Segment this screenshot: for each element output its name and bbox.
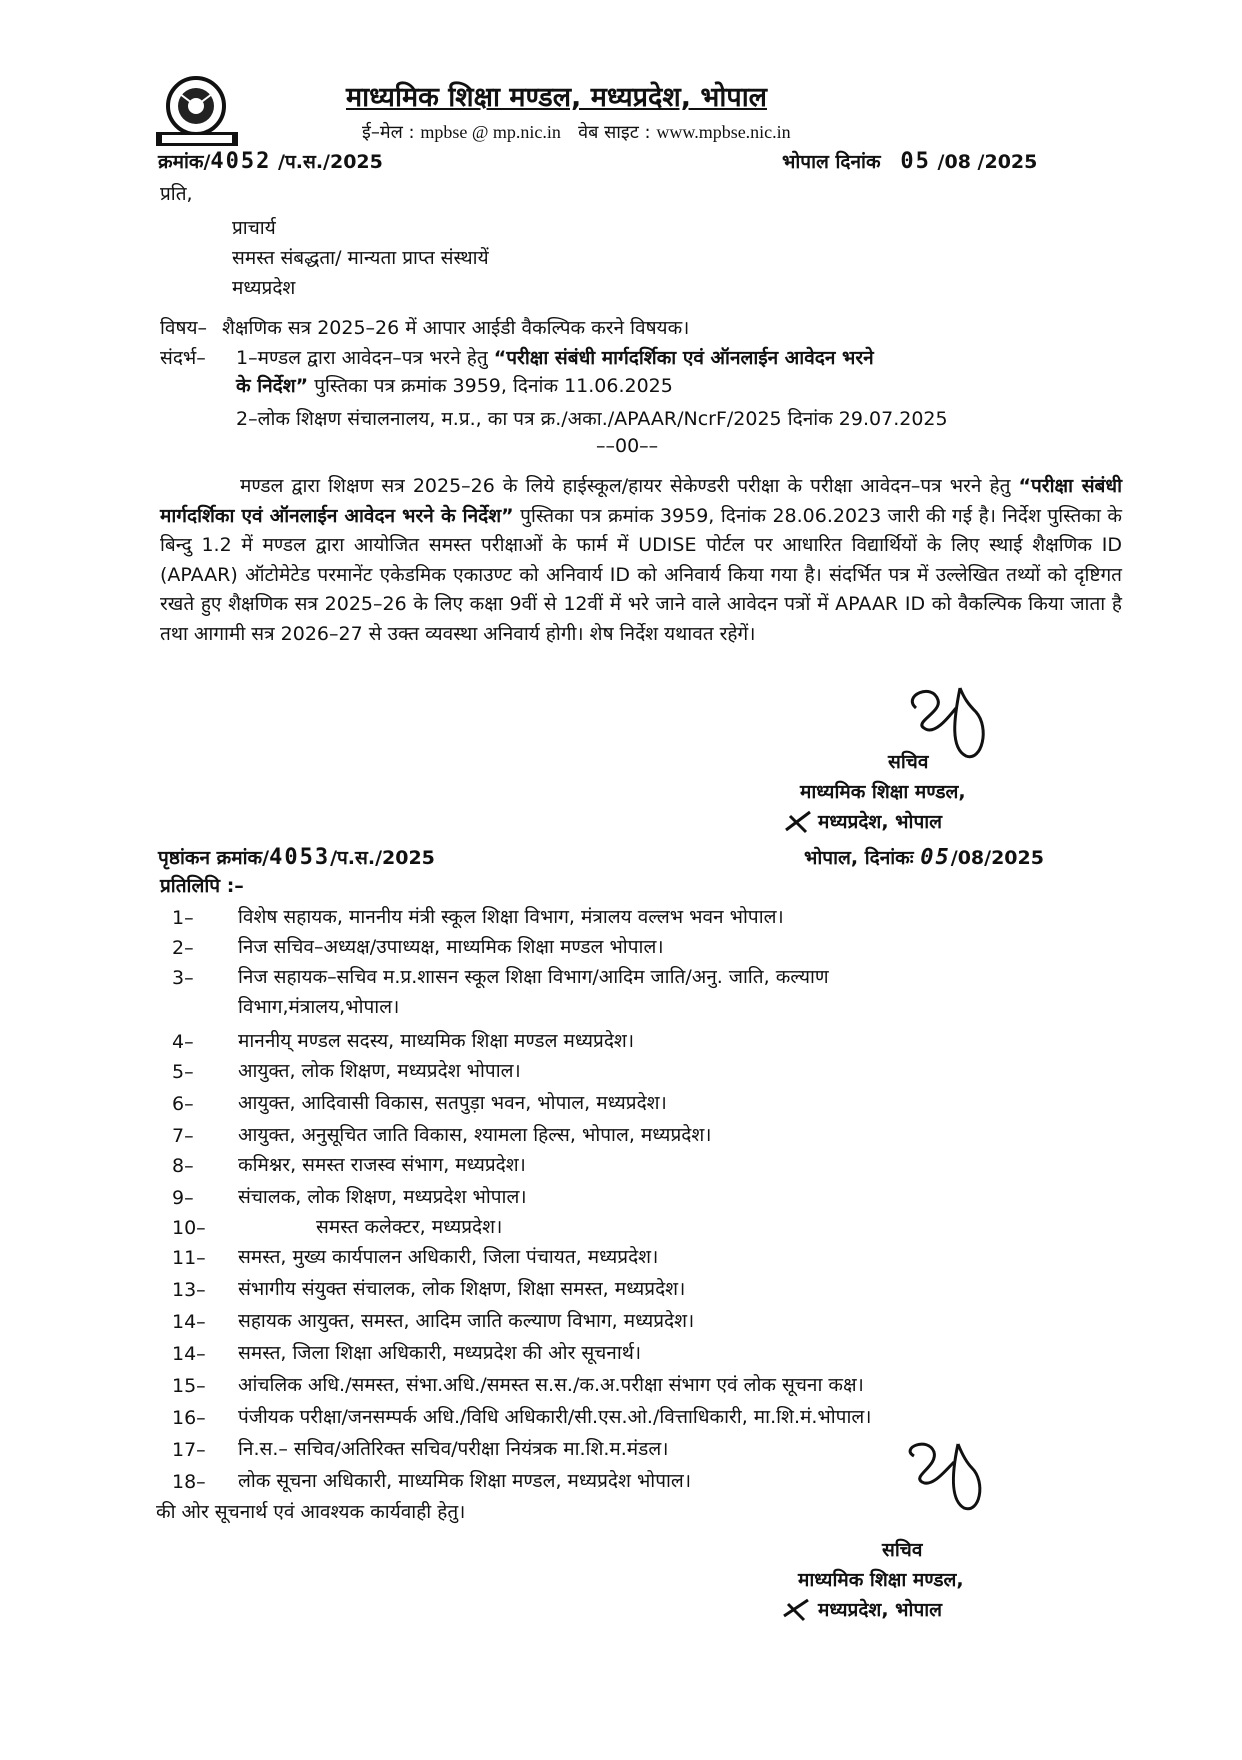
email-address: mpbse @ mp.nic.in xyxy=(420,122,561,142)
website-label: वेब साइट : xyxy=(578,122,651,143)
copy-label: प्रतिलिपि :– xyxy=(160,875,244,897)
date-rest: /08 /2025 xyxy=(937,151,1038,173)
endorsement-date-line xyxy=(804,844,1044,872)
signature-2-place: मध्यप्रदेश, भोपाल xyxy=(818,1599,943,1621)
reference-number-line: क्रमांक/4052 /प.स./2025 xyxy=(158,149,383,174)
initials-mark-2 xyxy=(782,1596,812,1622)
endorsement-date-day: 05 xyxy=(920,845,951,870)
endorsement-label: पृष्ठांकन क्रमांक xyxy=(158,847,263,869)
separator: ––00–– xyxy=(596,435,659,457)
recipient-line-3: मध्यप्रदेश xyxy=(232,277,296,299)
subject-label: विषय– xyxy=(160,317,207,339)
endorsement-date-rest: /08/2025 xyxy=(950,847,1044,869)
endorsement-suffix: /प.स./2025 xyxy=(330,847,435,869)
ref-number: 4052 xyxy=(210,149,272,174)
endorsement-date-label: भोपाल, दिनांकः xyxy=(804,847,914,869)
prati: प्रति, xyxy=(160,183,193,205)
reference-item-1: 1–मण्डल द्वारा आवेदन–पत्र भरने हेतु “परीक्षा संबंधी मार्गदर्शिका एवं ऑनलाईन आवेदन भरने xyxy=(236,347,874,369)
reference-label: संदर्भ– xyxy=(160,347,206,369)
letter-date-line xyxy=(782,148,1037,176)
endorsement-number: 4053 xyxy=(269,845,331,870)
endorsement-number-line: पृष्ठांकन क्रमांक/4053/प.स./2025 xyxy=(158,845,435,870)
date-label: भोपाल दिनांक xyxy=(782,151,881,173)
ref-label: क्रमांक xyxy=(158,151,204,173)
date-day: 05 xyxy=(900,149,931,174)
recipient-line-1: प्राचार्य xyxy=(232,217,276,239)
signature-2 xyxy=(894,1436,1004,1516)
body-paragraph: मण्डल द्वारा शिक्षण सत्र 2025–26 के लिये हाईस्कूल/हायर सेकेण्डरी परीक्षा के परीक्षा आवेदन–पत्र भरने हेतु “परीक्षा संबंधी मार्गदर्शिका एवं ऑनलाईन आवेदन भरने के निर्देश” पुस्तिका पत्र क्रमांक 3959, दिनांक 28.06.2023 जारी की गई है। निर्देश पुस्तिका के बिन्दु 1.2 में मण्डल द्वारा आयोजित समस्त परीक्षाओं के फार्म में UDISE पोर्टल पर आधारित विद्यार्थियों के लिए स्थाई शैक्षणिक ID (APAAR) ऑटोमेटेड परमानेंट एकेडमिक एकाउण्ट को अनिवार्य ID को अनिवार्य किया गया है। संदर्भित पत्र में उल्लेखित तथ्यों को दृष्टिगत रखते हुए शैक्षणिक सत्र 2025–26 के लिए कक्षा 9वीं से 12वीं में भरे जाने वाले आवेदन पत्रों में APAAR ID को वैकल्पिक किया जाता है तथा आगामी सत्र 2026–27 से उक्त व्यवस्था अनिवार्य होगी। शेष निर्देश यथावत रहेगें। xyxy=(160,475,1123,645)
initials-mark-1 xyxy=(784,808,814,834)
ref-suffix: /प.स./2025 xyxy=(278,151,383,173)
website-address: www.mpbse.nic.in xyxy=(656,122,791,142)
email-label: ई–मेल : xyxy=(362,122,415,143)
subject-text: शैक्षणिक सत्र 2025–26 में आपार आईडी वैकल्पिक करने विषयक। xyxy=(222,317,690,339)
signature-2-org: माध्यमिक शिक्षा मण्डल, xyxy=(798,1569,964,1591)
reference-item-1-cont: के निर्देश” पुस्तिका पत्र क्रमांक 3959, दिनांक 11.06.2025 xyxy=(236,375,673,397)
closing-line: की ओर सूचनार्थ एवं आवश्यक कार्यवाही हेतु। xyxy=(156,1501,466,1523)
signature-1-place: मध्यप्रदेश, भोपाल xyxy=(818,811,943,833)
recipient-line-2: समस्त संबद्धता/ मान्यता प्राप्त संस्थायें xyxy=(232,247,489,269)
board-seal-logo xyxy=(150,74,246,150)
signature-2-title: सचिव xyxy=(882,1539,923,1561)
reference-item-2: 2–लोक शिक्षण संचालनालय, म.प्र., का पत्र क्र./अका./APAAR/NcrF/2025 दिनांक 29.07.2025 xyxy=(236,408,948,430)
signature-1-org: माध्यमिक शिक्षा मण्डल, xyxy=(800,781,966,803)
contact-line xyxy=(362,118,791,147)
org-name-heading: माध्यमिक शिक्षा मण्डल, मध्यप्रदेश, भोपाल xyxy=(346,82,767,113)
signature-1-title: सचिव xyxy=(888,751,929,773)
